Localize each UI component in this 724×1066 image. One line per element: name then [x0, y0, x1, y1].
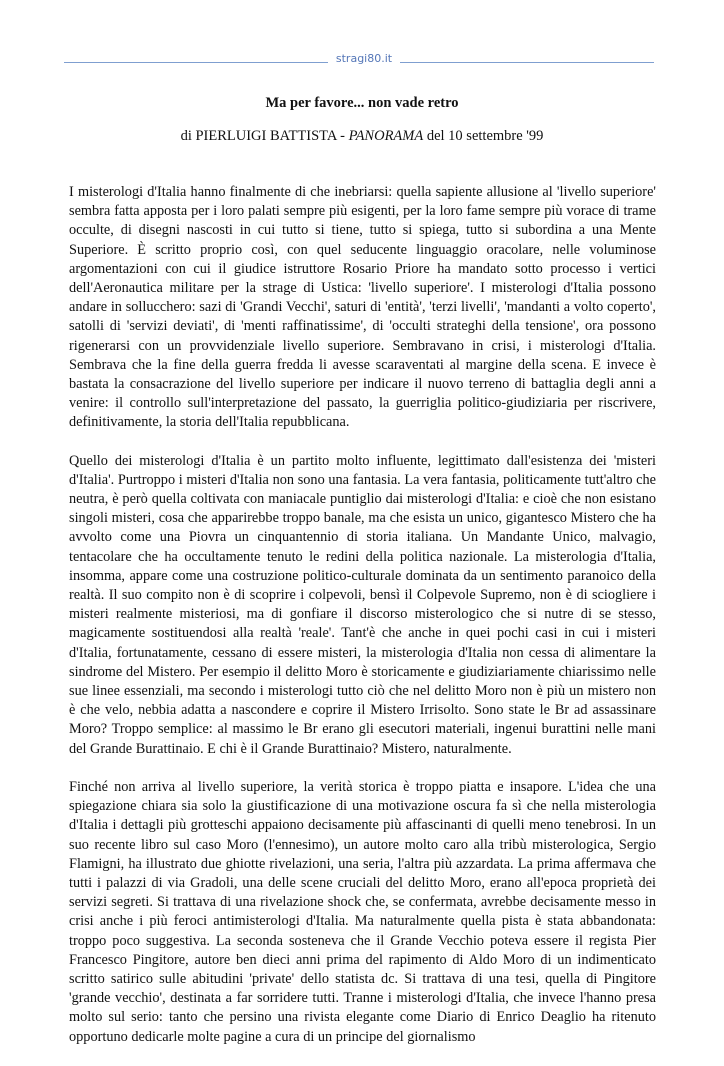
paragraph: I misterologi d'Italia hanno finalmente di che inebriarsi: quella sapiente allusione al 'livello superiore' sembra fatta apposta per i loro palati sempre più esigenti, per la loro fame sempre più vorace di trame occulte, di disegni nascosti in cui tutto si tiene, tutto si spiega, tutto si subordina a una Mente Superiore. È scritto proprio così, con quel seducente linguaggio oracolare, nelle voluminose argomentazioni con cui il giudice istruttore Rosario Priore ha mandato sotto processo i vertici dell'Aeronautica militare per la strage di Ustica: 'livello superiore'. I misterologi d'Italia possono andare in sollucchero: sazi di 'Grandi Vecchi', saturi di 'entità', 'terzi livelli', 'mandanti a volto coperto', satolli di 'servizi deviati', di 'menti raffinatissime', di 'occulti strateghi della tensione', ora possono rigenerarsi con un provvidenziale livello superiore. Sembravano in crisi, i misterologi d'Italia. Sembrava che la fine della guerra fredda li avesse scaraventati al margine della scena. E invece è bastata la consacrazione del livello superiore per indicare il nuovo terreno di battaglia degli anni a venire: il controllo sull'interpretazione del passato, la guerriglia politico-giudiziaria per riscrivere, definitivamente, la storia dell'Italia repubblicana.: [69, 184, 656, 431]
site-name: stragi80.it: [335, 52, 393, 65]
paragraph: Quello dei misterologi d'Italia è un partito molto influente, legittimato dall'esistenza dei 'misteri d'Italia'. Purtroppo i misteri d'Italia non sono una fantasia. La vera fantasia, politicamente tutt'altro che neutra, è però quella coltivata con maniacale puntiglio dai misterologi d'Italia: e cioè che non esistano singoli misteri, cosa che apparirebbe troppo banale, ma che esista un unico, gigantesco Mistero che ha avvolto come una Piovra un cinquantennio di storia italiana. Un Mandante Unico, malvagio, tentacolare che ha occultamente tenuto le redini della politica nazionale. La misterologia d'Italia, insomma, appare come una costruzione politico-culturale dominata da un sentimento paranoico della realtà. Il suo compito non è di scoprire i colpevoli, bensì il Colpevole Supremo, non è di sciogliere i misteri realmente misteriosi, ma di gonfiare il discorso misterologico che si nutre di se stesso, magicamente sostituendosi alla realtà 'reale'. Tant'è che anche in quei pochi casi in cui i misteri d'Italia, fortunatamente, cessano di essere misteri, la misterologia d'Italia non cessa di alimentare la sindrome del Mistero. Per esempio il delitto Moro è storicamente e giudiziariamente chiarissimo nelle sue linee essenziali, ma secondo i misterologi tutto ciò che nel delitto Moro non è più un mistero non è che velo, nebbia adatta a nascondere e coprire il Mistero Irrisolto. Sono state le Br ad assassinare Moro? Troppo semplice: al massimo le Br erano gli esecutori materiali, ingenui burattini nelle mani del Grande Burattinaio. E chi è il Grande Burattinaio? Mistero, naturalmente.: [69, 452, 656, 757]
header-rule-right: [400, 62, 654, 63]
byline-author: di PIERLUIGI BATTISTA -: [180, 128, 349, 144]
paragraph: Finché non arriva al livello superiore, la verità storica è troppo piatta e insapore. L'idea che una spiegazione chiara sia solo la giustificazione di una motivazione oscura fa sì che nella misterologia d'Italia i dettagli più grotteschi appaiono decisamente più affascinanti di quelli meno tenebrosi. In un suo recente libro sul caso Moro (l'ennesimo), un autore molto caro alla tribù misterologica, Sergio Flamigni, ha illustrato due ghiotte rivelazioni, una seria, l'altra più azzardata. La prima affermava che tutti i palazzi di via Gradoli, una delle scene cruciali del delitto Moro, erano all'epoca proprietà dei servizi segreti. Si trattava di una rivelazione shock che, se confermata, avrebbe decisamente messo in crisi anche i più feroci antimisterologi d'Italia. Ma naturalmente quella pista è stata abbandonata: troppo poco suggestiva. La seconda sosteneva che il Grande Vecchio poteva essere il regista Pier Francesco Pingitore, autore ben dieci anni prima del rapimento di Aldo Moro di un indimenticato scritto satirico sulle abitudini 'private' dello statista dc. Si trattava di una tesi, quella di Pingitore 'grande vecchio', destinata a far sorridere tutti. Tranne i misterologi d'Italia, che invece l'hanno presa molto sul serio: tanto che persino una rivista elegante come Diario di Enrico Deaglio ha ritenuto opportuno dedicarle molte pagine a cura di un principe del giornalismo: [69, 778, 656, 1045]
byline-date: del 10 settembre '99: [423, 128, 544, 144]
article-body: [69, 183, 656, 1066]
article-byline: [64, 128, 660, 145]
article-title: Ma per favore... non vade retro: [265, 95, 459, 111]
byline-publication: PANORAMA: [348, 128, 424, 144]
site-header: [64, 50, 654, 70]
header-rule-left: [64, 62, 328, 63]
